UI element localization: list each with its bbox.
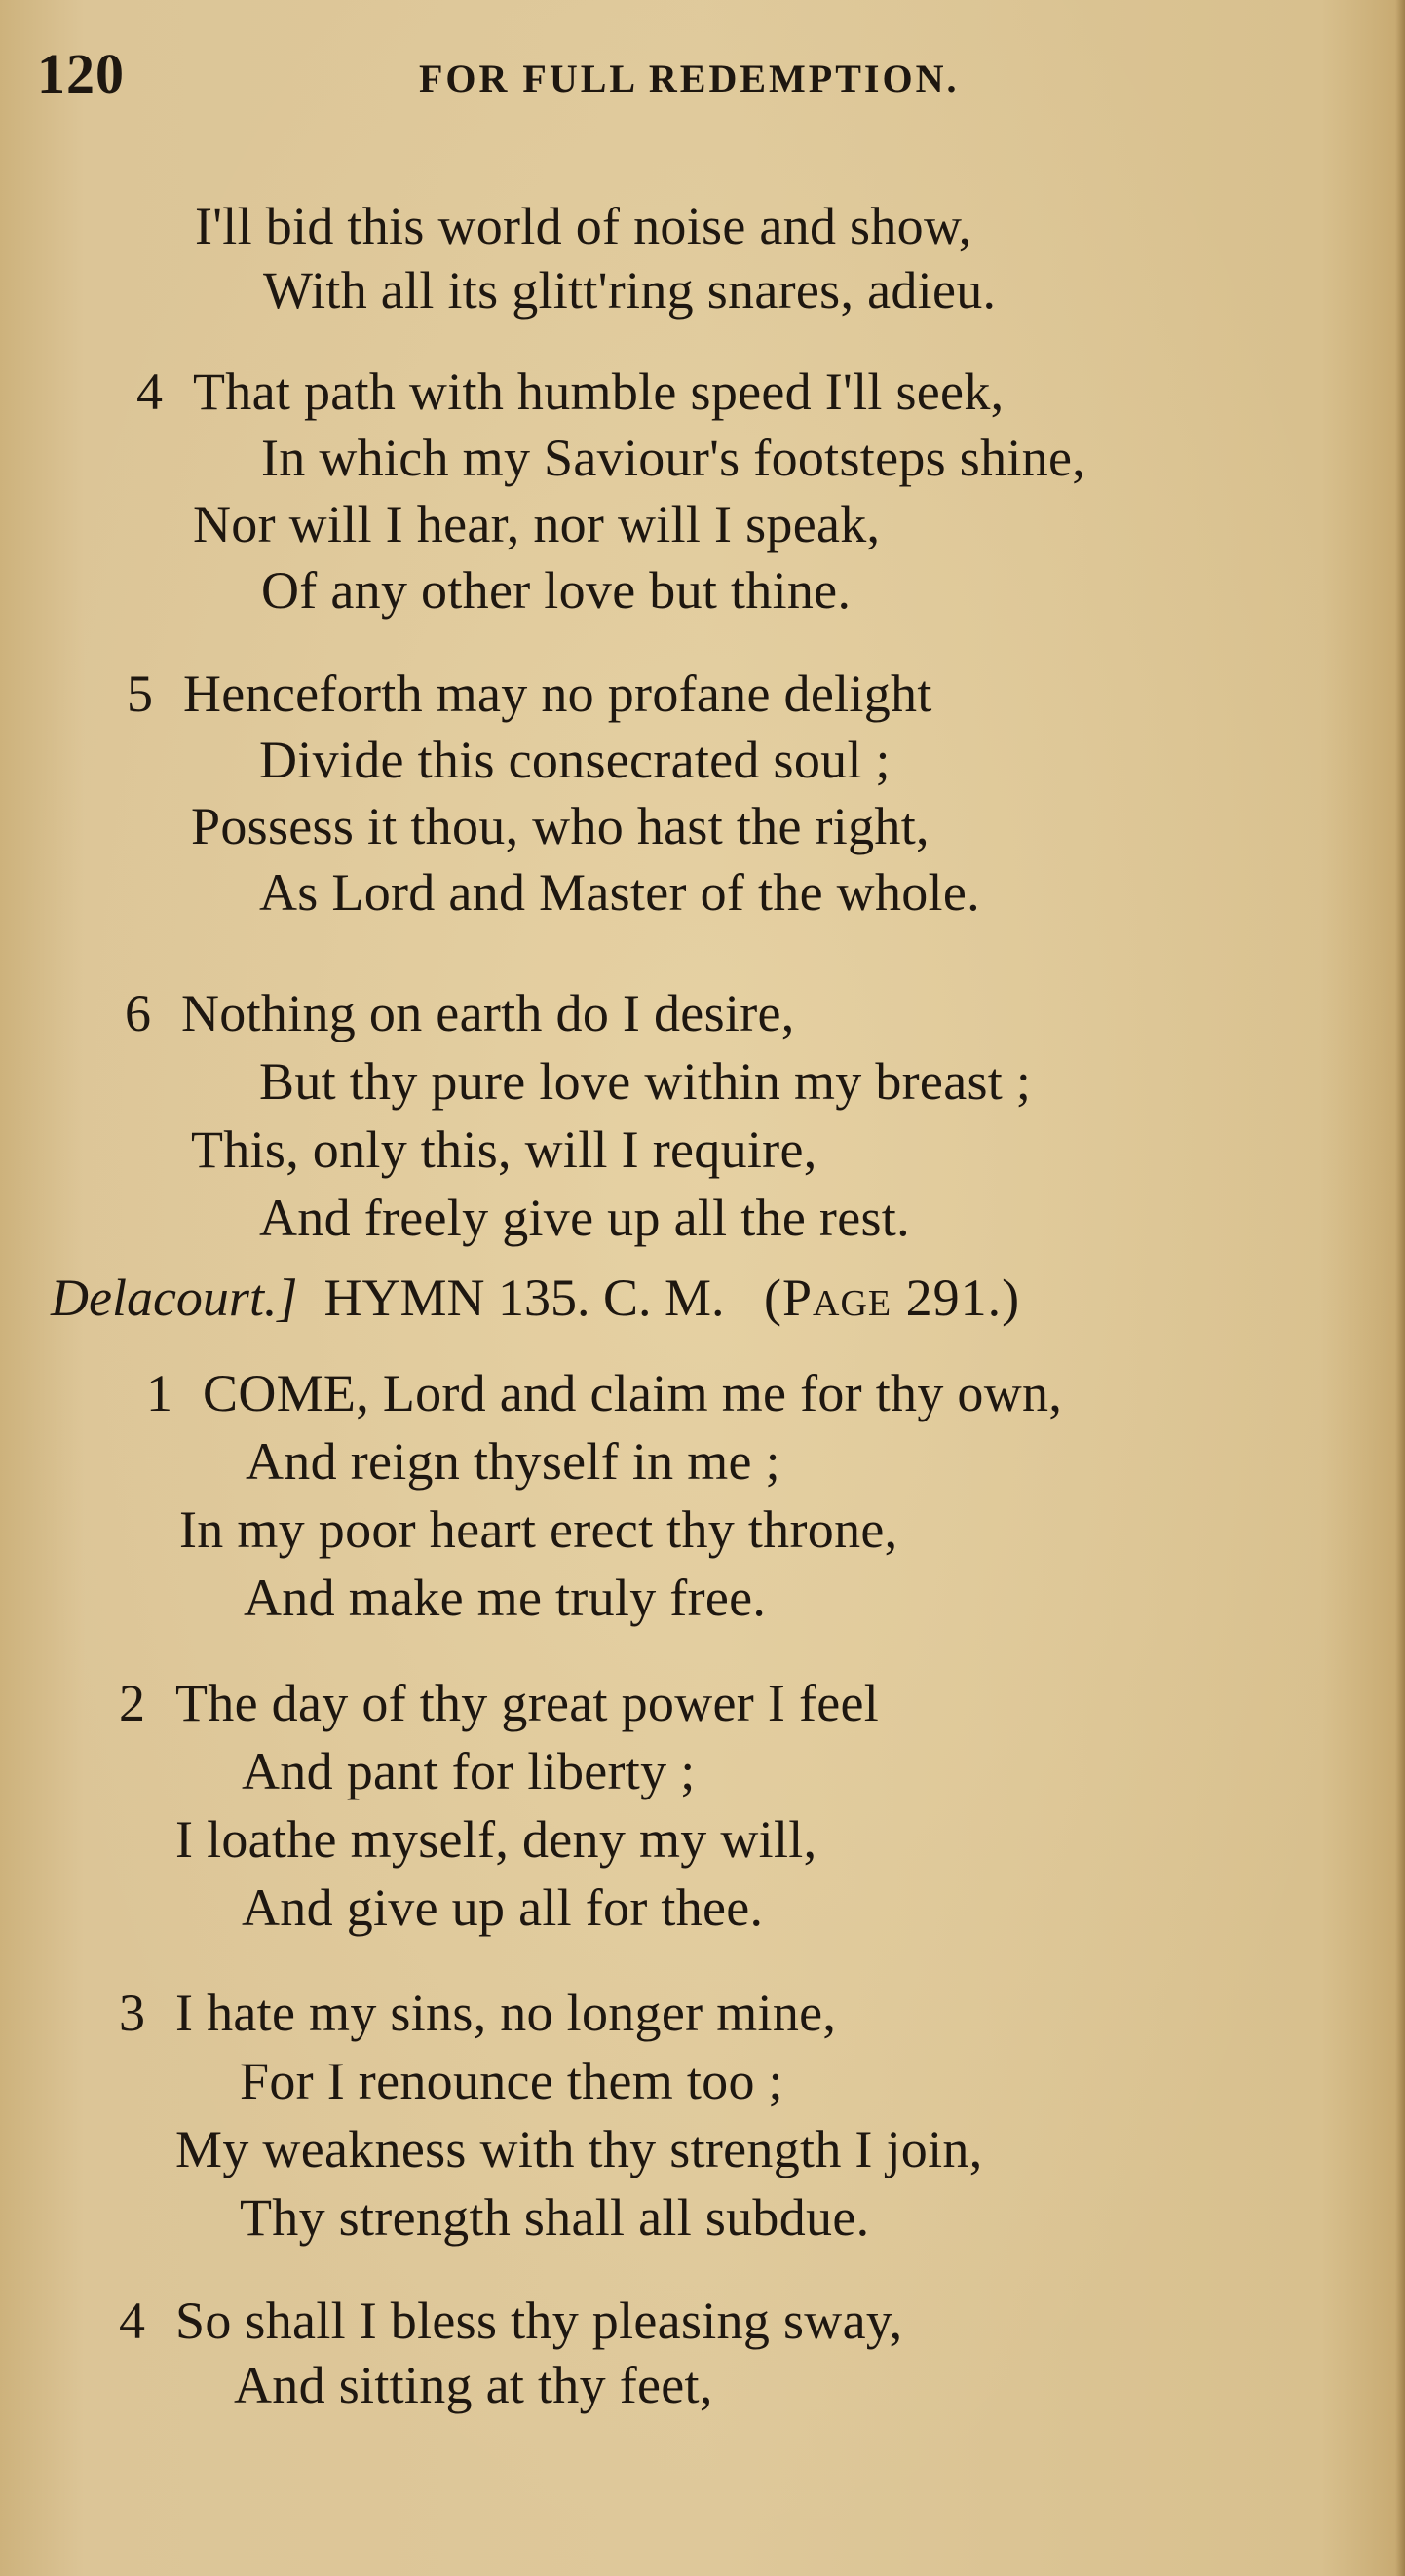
verse-line: And freely give up all the rest. (259, 1189, 910, 1247)
verse-line: With all its glitt'ring snares, adieu. (263, 261, 997, 320)
verse-line: Divide this consecrated soul ; (259, 731, 891, 789)
verse-line: For I renounce them too ; (240, 2052, 783, 2110)
running-title: FOR FULL REDEMPTION. (419, 57, 960, 100)
verse-number: 1 (146, 1364, 173, 1422)
verse-line: In my poor heart erect thy throne, (179, 1500, 898, 1559)
verse-line: In which my Saviour's footsteps shine, (261, 429, 1086, 487)
verse-line: As Lord and Master of the whole. (259, 863, 980, 922)
verse-line: This, only this, will I require, (191, 1120, 817, 1179)
page-edge-shadow (1395, 0, 1405, 2576)
verse-line: And sitting at thy feet, (234, 2356, 713, 2414)
verse-line: 4 So shall I bless thy pleasing sway, (119, 2292, 903, 2350)
hymn-title: HYMN 135. C. M. (323, 1269, 725, 1327)
verse-line: Of any other love but thine. (261, 561, 852, 620)
hymn-heading (51, 1269, 1020, 1327)
verse-line: 2 The day of thy great power I feel (119, 1674, 880, 1732)
verse-line: Possess it thou, who hast the right, (191, 797, 930, 855)
verse-line: My weakness with thy strength I join, (175, 2120, 983, 2178)
verse-line: Nor will I hear, nor will I speak, (193, 495, 881, 553)
verse-line: I'll bid this world of noise and show, (195, 197, 972, 255)
verse-line: 1 COME, Lord and claim me for thy own, (146, 1364, 1063, 1422)
verse-number: 2 (119, 1674, 146, 1732)
verse-number: 4 (119, 2292, 146, 2350)
verse-line: I loathe myself, deny my will, (175, 1810, 817, 1869)
verse-number: 3 (119, 1984, 146, 2042)
page-number: 120 (37, 42, 125, 105)
verse-number: 6 (125, 984, 152, 1042)
verse-line: 4 That path with humble speed I'll seek, (136, 362, 1005, 421)
verse-line: And give up all for thee. (242, 1878, 764, 1937)
page-reference: (Page 291.) (764, 1269, 1021, 1327)
tune-name: Delacourt.] (51, 1269, 298, 1327)
verse-line: Thy strength shall all subdue. (240, 2188, 870, 2247)
verse-line: But thy pure love within my breast ; (259, 1052, 1032, 1111)
verse-line: And pant for liberty ; (242, 1742, 696, 1800)
verse-line: 5 Henceforth may no profane delight (127, 664, 932, 723)
verse-line: And make me truly free. (244, 1569, 767, 1627)
verse-line: 6 Nothing on earth do I desire, (125, 984, 795, 1042)
verse-number: 4 (136, 362, 164, 421)
verse-number: 5 (127, 664, 154, 723)
verse-line: 3 I hate my sins, no longer mine, (119, 1984, 837, 2042)
verse-line: And reign thyself in me ; (246, 1432, 780, 1491)
